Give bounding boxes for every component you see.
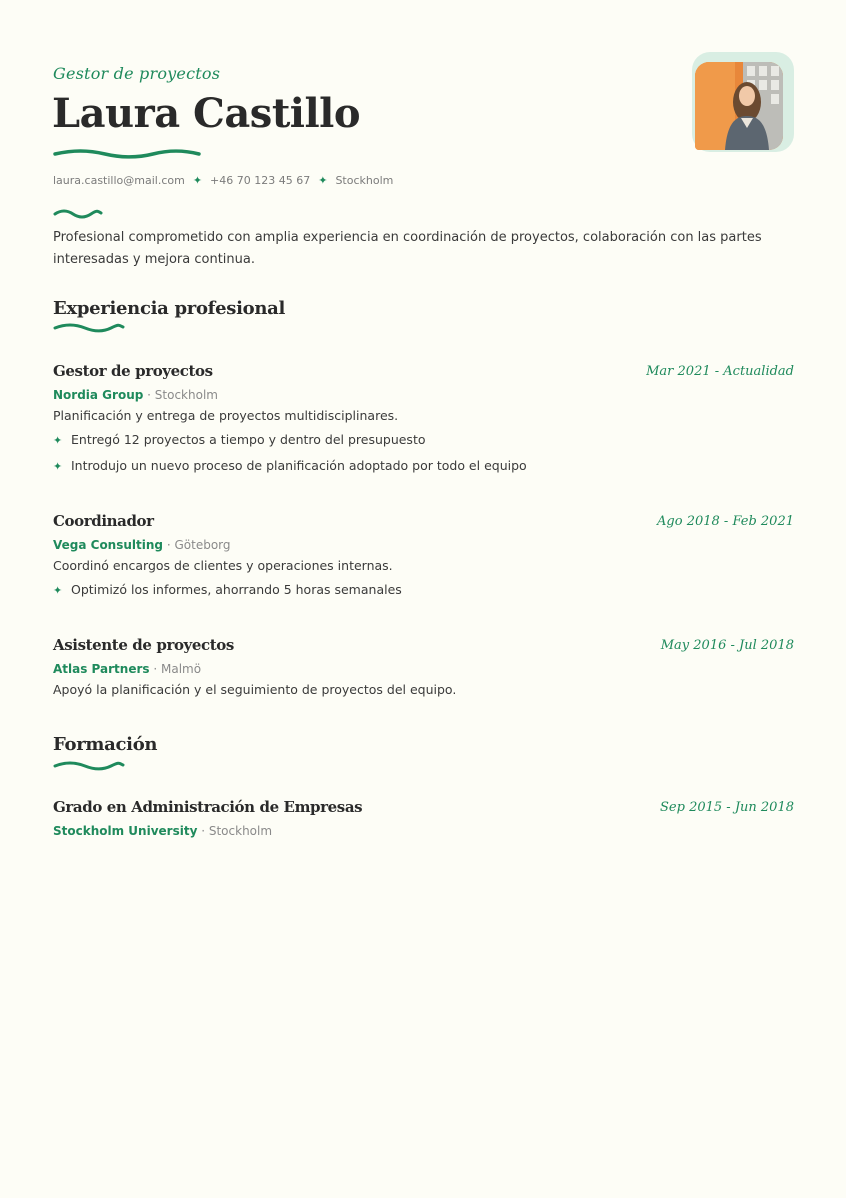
job-description: Apoyó la planificación y el seguimiento de proyectos del equipo. [53,682,457,697]
degree-title: Grado en Administración de Empresas [53,798,363,816]
job-description: Coordinó encargos de clientes y operaciones internas. [53,558,393,573]
education-title-underline [53,760,125,772]
name-underline-decoration [53,148,201,160]
phone-text: +46 70 123 45 67 [210,174,311,187]
company-name: Nordia Group [53,388,144,402]
school-line [53,824,794,838]
company-name: Vega Consulting [53,538,164,552]
summary-divider-decoration [53,208,103,220]
contact-line [53,174,393,187]
org-separator: · [163,538,175,552]
school-location: Stockholm [208,824,273,838]
company-location: Malmö [160,662,202,676]
person-name: Laura Castillo [52,90,361,137]
sparkle-icon: ✦ [53,460,63,473]
email-text: laura.castillo@mail.com [53,174,185,187]
org-separator: · [197,824,209,838]
achievement-list [53,579,794,605]
list-item [53,455,794,481]
job-title: Asistente de proyectos [53,636,234,654]
education-date: Sep 2015 - Jun 2018 [660,800,794,815]
education-section-title: Formación [53,734,158,755]
sparkle-icon: ✦ [192,174,203,187]
achievement-list [53,429,794,481]
job-date: Ago 2018 - Feb 2021 [657,514,794,529]
experience-entry [53,362,794,481]
sparkle-icon: ✦ [318,174,328,187]
education-entry [53,798,794,838]
experience-title-underline [53,322,125,334]
experience-section-title: Experiencia profesional [53,298,286,319]
sparkle-icon: ✦ [53,584,63,597]
experience-entry [53,512,794,605]
profile-summary: Profesional comprometido con amplia experiencia en coordinación de proyectos, colaboración con las partes interesadas y mejora continua. [53,230,762,267]
job-description: Planificación y entrega de proyectos multidisciplinares. [53,408,399,423]
achievement-text: Optimizó los informes, ahorrando 5 horas semanales [71,582,402,597]
job-date: Mar 2021 - Actualidad [646,364,794,379]
job-organization [53,538,794,552]
role-tagline: Gestor de proyectos [53,64,221,83]
job-organization [53,662,794,676]
company-location: Göteborg [174,538,231,552]
company-name: Atlas Partners [53,662,150,676]
org-separator: · [143,388,155,402]
avatar [695,62,783,150]
list-item [53,579,794,605]
list-item [53,429,794,455]
sparkle-icon: ✦ [53,434,63,447]
school-name: Stockholm University [53,824,198,838]
job-title: Coordinador [53,512,154,530]
job-date: May 2016 - Jul 2018 [660,638,794,653]
profile-photo [690,50,796,154]
location-text: Stockholm [335,174,394,187]
experience-entry [53,636,794,697]
company-location: Stockholm [154,388,218,402]
achievement-text: Entregó 12 proyectos a tiempo y dentro del presupuesto [71,432,426,447]
job-title: Gestor de proyectos [53,362,213,380]
org-separator: · [149,662,161,676]
achievement-text: Introdujo un nuevo proceso de planificación adoptado por todo el equipo [71,458,527,473]
job-organization [53,388,794,402]
